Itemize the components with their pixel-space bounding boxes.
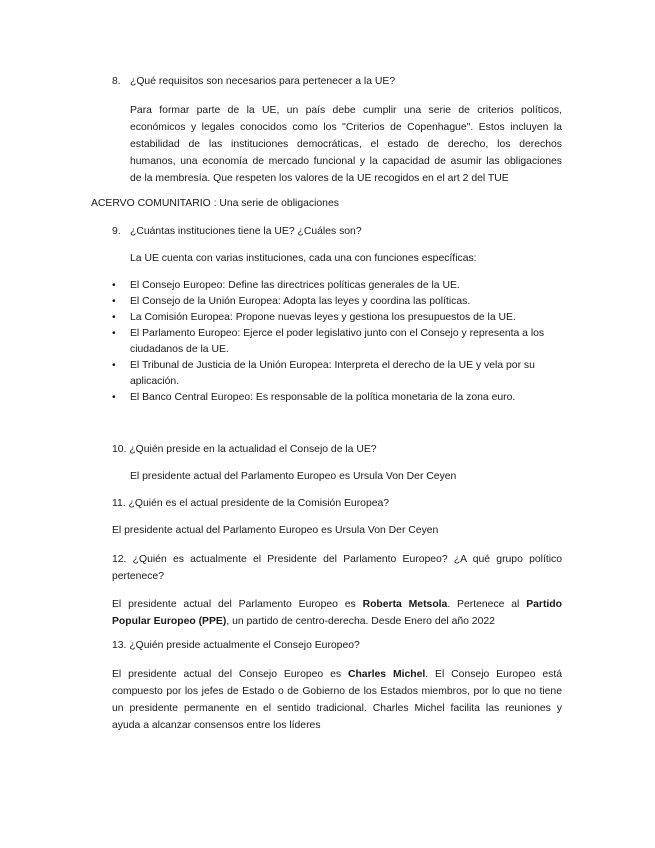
q12-answer-text: . Pertenece al	[447, 599, 527, 610]
list-item: • El Banco Central Europeo: Es responsable de la política monetaria de la zona euro.	[112, 390, 562, 406]
q9-number: 9.	[112, 226, 121, 237]
q10-question: 10. ¿Quién preside en la actualidad el Consejo de la UE?	[112, 444, 377, 455]
q13-answer-line: un presidente permanente en el sentido tradicional. Charles Michel facilita las reuniones y	[112, 703, 562, 714]
q12-answer-text: El presidente actual del Parlamento Europeo es	[112, 599, 363, 610]
q13-answer	[112, 666, 562, 734]
q9-question: ¿Cuántas instituciones tiene la UE? ¿Cuáles son?	[130, 226, 362, 237]
q12-answer	[112, 596, 562, 630]
q13-answer-line: ayuda a alcanzar consensos entre los líderes	[112, 720, 321, 731]
q13-question: 13. ¿Quién preside actualmente el Consejo Europeo?	[112, 640, 360, 651]
q10-answer: El presidente actual del Parlamento Europeo es Ursula Von Der Ceyen	[130, 471, 457, 482]
q13-answer-text: El presidente actual del Consejo Europeo es	[112, 669, 348, 680]
list-item: • El Parlamento Europeo: Ejerce el poder legislativo junto con el Consejo y representa a los ciudadanos de la UE.	[112, 326, 560, 358]
institutions-list	[112, 278, 562, 406]
q12-question-line: pertenece?	[112, 571, 164, 582]
q8-answer-line: económicos y legales conocidos como los "Criterios de Copenhague". Estos incluyen la	[130, 122, 562, 133]
q8-number: 8.	[112, 76, 121, 87]
q11-question: 11. ¿Quién es el actual presidente de la Comisión Europea?	[112, 498, 390, 509]
q12-party-name: Popular Europeo (PPE)	[112, 616, 227, 627]
list-item: • El Tribunal de Justicia de la Unión Europea: Interpreta el derecho de la UE y vela por su aplicación.	[112, 358, 545, 390]
q9-intro: La UE cuenta con varias instituciones, cada una con funciones específicas:	[130, 253, 477, 264]
q13-answer-text: . El Consejo Europeo está	[425, 669, 562, 680]
q8-answer-line: Para formar parte de la UE, un país debe cumplir una serie de criterios políticos,	[130, 105, 562, 116]
q12-question-line: 12. ¿Quién es actualmente el Presidente del Parlamento Europeo? ¿A qué grupo político	[112, 554, 562, 565]
q12-question	[112, 551, 562, 585]
q13-president-name: Charles Michel	[347, 669, 426, 680]
list-item: • El Consejo de la Unión Europea: Adopta las leyes y coordina las políticas.	[112, 294, 562, 310]
q8-answer	[130, 102, 562, 187]
q8-answer-line: estabilidad de las instituciones democráticas, el estado de derecho, los derechos	[130, 139, 562, 150]
q11-answer: El presidente actual del Parlamento Europeo es Ursula Von Der Ceyen	[112, 525, 439, 536]
q12-president-name: Roberta Metsola	[362, 599, 448, 610]
list-item: • La Comisión Europea: Propone nuevas leyes y gestiona los presupuestos de la UE.	[112, 310, 562, 326]
q8-question: ¿Qué requisitos son necesarios para pertenecer a la UE?	[130, 76, 396, 87]
q8-answer-line: de la membresía. Que respeten los valores de la UE recogidos en el art 2 del TUE	[130, 173, 509, 184]
list-item: • El Consejo Europeo: Define las directrices políticas generales de la UE.	[112, 278, 562, 294]
acervo-note: ACERVO COMUNITARIO : Una serie de obligaciones	[91, 198, 339, 209]
q8-answer-line: humanos, una economía de mercado funcional y la capacidad de asumir las obligaciones	[130, 156, 562, 167]
q12-party-name: Partido	[526, 599, 562, 610]
q12-answer-text: , un partido de centro-derecha. Desde Enero del año 2022	[226, 616, 495, 627]
q13-answer-line: compuesto por los jefes de Estado o de Gobierno de los Estados miembros, por lo que no tiene	[112, 686, 562, 697]
